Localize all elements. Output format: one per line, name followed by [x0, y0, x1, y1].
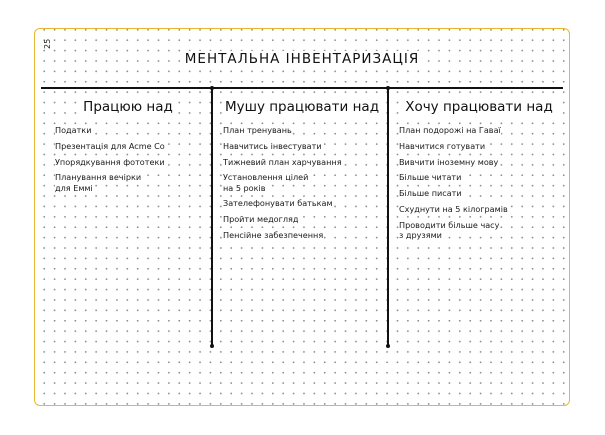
divider-dot-top-2 [386, 86, 390, 90]
column-heading-text: Хочу працювати над [402, 99, 556, 115]
list-item: Зателефонувати батькам [223, 198, 333, 209]
page-title-text: МЕНТАЛЬНА ІНВЕНТАРИЗАЦІЯ [182, 51, 422, 67]
list-item: Пройти медогляд [223, 214, 299, 225]
column-heading-text: Мушу працювати над [222, 99, 382, 115]
list-item: План подорожі на Гаваї [399, 125, 501, 135]
must-work-on-list [223, 125, 383, 246]
list-item: Навчитись інвестувати [223, 140, 322, 151]
list-item: Пенсійне забезпечення [223, 229, 324, 240]
page-title [35, 51, 569, 67]
divider-dot-top-1 [210, 86, 214, 90]
list-item: Більше писати [399, 188, 462, 199]
column-heading-text: Працюю над [80, 99, 176, 115]
column-divider-1 [211, 88, 213, 346]
list-item: Проводити більше часу з друзями [399, 219, 500, 240]
list-item: Презентація для Acme Co [55, 140, 165, 151]
list-item: Схуднути на 5 кілограмів [399, 203, 508, 214]
page-number: 25 [43, 38, 52, 49]
list-item: Більше читати [399, 172, 462, 183]
list-item: Тижневий план харчування [223, 156, 342, 167]
column-heading-working-on [45, 99, 211, 115]
list-item: План тренувань [223, 125, 292, 135]
list-item: Планування вечірки для Еммі [55, 172, 142, 193]
column-heading-must-work-on [217, 99, 387, 115]
want-to-work-on-list [399, 125, 565, 246]
divider-dot-bottom-2 [386, 344, 390, 348]
list-item: Податки [55, 125, 92, 135]
working-on-list [55, 125, 205, 198]
list-item: Упорядкування фототеки [55, 156, 165, 167]
column-heading-want-to-work-on [393, 99, 565, 115]
header-divider-line [41, 87, 563, 89]
list-item: Вивчити іноземну мову [399, 156, 499, 167]
list-item: Навчитися готувати [399, 140, 486, 151]
column-divider-2 [387, 88, 389, 346]
notebook-page [34, 28, 570, 406]
list-item: Установлення цілей на 5 років [223, 172, 309, 193]
divider-dot-bottom-1 [210, 344, 214, 348]
